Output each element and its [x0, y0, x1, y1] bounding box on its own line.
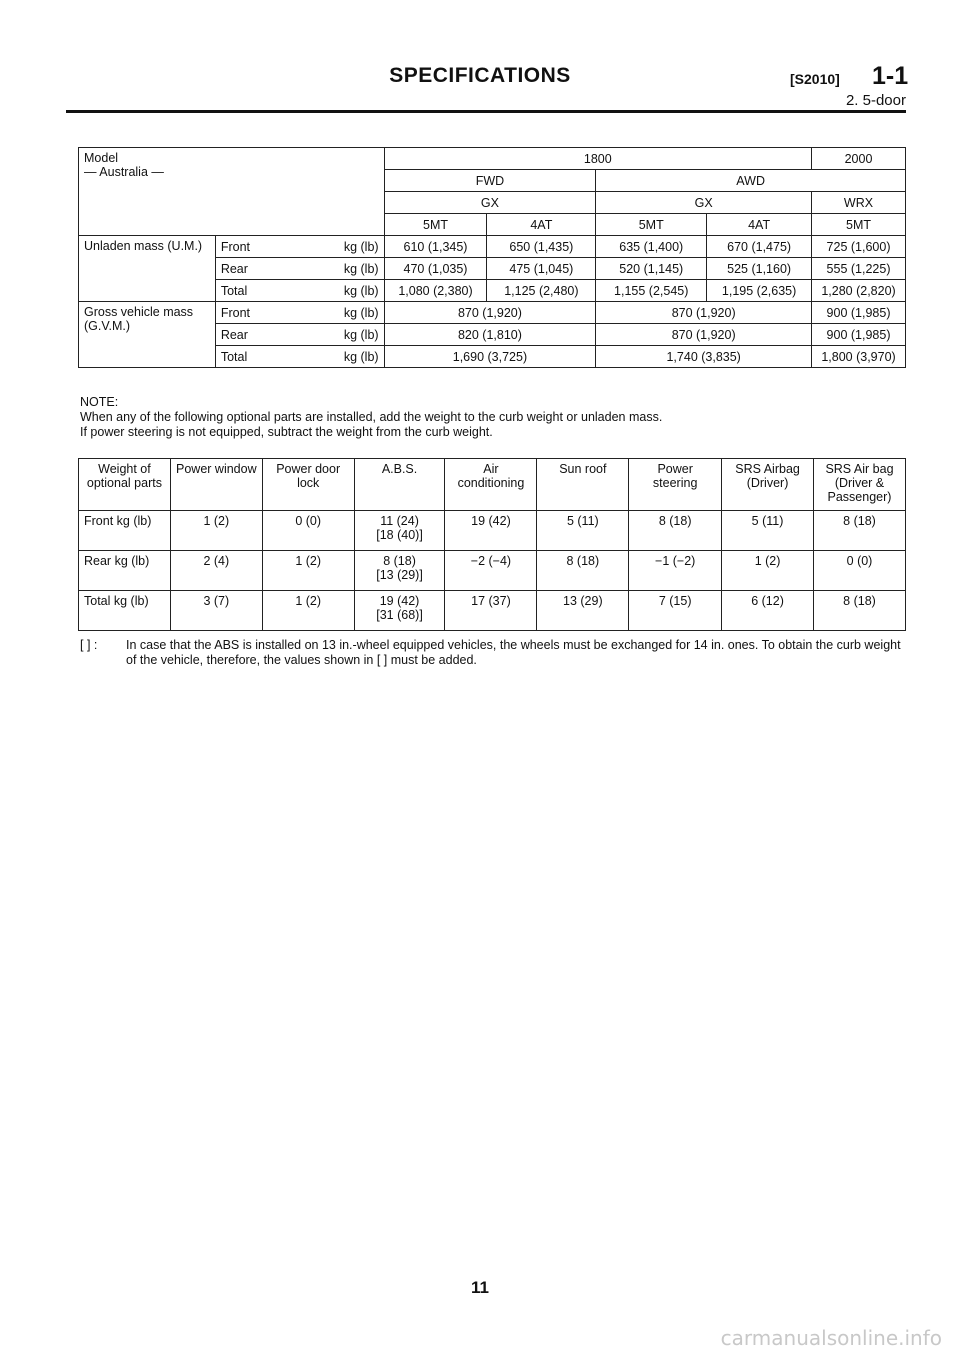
section-number: 1-1: [872, 62, 909, 90]
table-row: [79, 551, 906, 591]
value-cell: 1,690 (3,725): [384, 346, 596, 368]
col-header: SRS Airbag (Driver): [722, 459, 814, 511]
watermark: carmanualsonline.info: [720, 1326, 942, 1350]
trans-cell: 5MT: [812, 214, 906, 236]
value-cell: 13 (29): [537, 591, 629, 631]
value-cell: 870 (1,920): [596, 324, 812, 346]
note-heading: NOTE:: [80, 395, 119, 409]
gross-label: Gross vehicle mass (G.V.M.): [79, 302, 216, 368]
value-cell: 8 (18): [629, 511, 722, 551]
trans-cell: 5MT: [384, 214, 487, 236]
value-cell: 900 (1,985): [812, 302, 906, 324]
grade-wrx: WRX: [812, 192, 906, 214]
unit-label: kg (lb): [313, 258, 384, 280]
value-cell: 0 (0): [262, 511, 354, 551]
spec-table: [78, 147, 906, 368]
value-cell: −2 (−4): [445, 551, 537, 591]
value-cell: 475 (1,045): [487, 258, 596, 280]
row-label: Total: [215, 280, 313, 302]
optional-parts-table: [78, 458, 906, 631]
value-cell: 7 (15): [629, 591, 722, 631]
table-row: [79, 591, 906, 631]
value-cell: 820 (1,810): [384, 324, 596, 346]
value-cell: 8 (18): [813, 591, 905, 631]
value-cell: 2 (4): [170, 551, 262, 591]
region-label: — Australia —: [84, 165, 164, 179]
col-header: Power window: [170, 459, 262, 511]
value-cell: 3 (7): [170, 591, 262, 631]
value-cell: 1,280 (2,820): [812, 280, 906, 302]
model-cell: [79, 148, 385, 236]
grade-gx-awd: GX: [596, 192, 812, 214]
unit-label: kg (lb): [313, 324, 384, 346]
row-label: Total: [215, 346, 313, 368]
value-cell: 8 (18) [13 (29)]: [354, 551, 445, 591]
value-cell: 8 (18): [813, 511, 905, 551]
header-rule: [66, 110, 906, 113]
trans-cell: 4AT: [487, 214, 596, 236]
unit-label: kg (lb): [313, 346, 384, 368]
value-cell: 0 (0): [813, 551, 905, 591]
value-cell: 1 (2): [722, 551, 814, 591]
footnote-mark: [ ] :: [80, 638, 98, 652]
value-cell: 870 (1,920): [596, 302, 812, 324]
value-cell: 5 (11): [722, 511, 814, 551]
table-row: [79, 511, 906, 551]
grade-gx-fwd: GX: [384, 192, 596, 214]
value-cell: 525 (1,160): [707, 258, 812, 280]
note-line-1: When any of the following optional parts are installed, add the weight to the curb weight or unladen mass.: [80, 410, 663, 424]
col-header: Weight of optional parts: [79, 459, 171, 511]
row-label: Front: [215, 302, 313, 324]
col-header: Power door lock: [262, 459, 354, 511]
value-cell: 1 (2): [170, 511, 262, 551]
row-label: Total kg (lb): [79, 591, 171, 631]
row-label: Rear: [215, 324, 313, 346]
drive-fwd: FWD: [384, 170, 596, 192]
unladen-label: Unladen mass (U.M.): [79, 236, 216, 302]
value-cell: 650 (1,435): [487, 236, 596, 258]
trans-cell: 4AT: [707, 214, 812, 236]
value-cell: 725 (1,600): [812, 236, 906, 258]
value-cell: −1 (−2): [629, 551, 722, 591]
value-cell: 17 (37): [445, 591, 537, 631]
value-cell: 610 (1,345): [384, 236, 487, 258]
value-cell: 11 (24) [18 (40)]: [354, 511, 445, 551]
row-label: Rear: [215, 258, 313, 280]
col-header: Power steering: [629, 459, 722, 511]
value-cell: 1,800 (3,970): [812, 346, 906, 368]
model-label: Model: [84, 151, 119, 165]
page-number: 11: [471, 1278, 489, 1297]
page-subtitle: 2. 5-door: [845, 92, 906, 109]
trans-cell: 5MT: [596, 214, 707, 236]
value-cell: 1 (2): [262, 591, 354, 631]
engine-2000: 2000: [812, 148, 906, 170]
drive-awd: AWD: [596, 170, 906, 192]
note-line-2: If power steering is not equipped, subtract the weight from the curb weight.: [80, 425, 493, 439]
col-header: Sun roof: [537, 459, 629, 511]
col-header: A.B.S.: [354, 459, 445, 511]
value-cell: 19 (42) [31 (68)]: [354, 591, 445, 631]
value-cell: 1,125 (2,480): [487, 280, 596, 302]
value-cell: 900 (1,985): [812, 324, 906, 346]
value-cell: 520 (1,145): [596, 258, 707, 280]
col-header: Air conditioning: [445, 459, 537, 511]
value-cell: 470 (1,035): [384, 258, 487, 280]
table-row: [79, 302, 906, 324]
value-cell: 1 (2): [262, 551, 354, 591]
value-cell: 6 (12): [722, 591, 814, 631]
value-cell: 1,740 (3,835): [596, 346, 812, 368]
value-cell: 1,155 (2,545): [596, 280, 707, 302]
table-row: [79, 236, 906, 258]
footnote: [80, 638, 910, 668]
engine-1800: 1800: [384, 148, 811, 170]
row-label: Front: [215, 236, 313, 258]
value-cell: 1,195 (2,635): [707, 280, 812, 302]
value-cell: 635 (1,400): [596, 236, 707, 258]
page-title: SPECIFICATIONS: [389, 64, 571, 87]
value-cell: 555 (1,225): [812, 258, 906, 280]
value-cell: 870 (1,920): [384, 302, 596, 324]
footnote-text: In case that the ABS is installed on 13 in.-wheel equipped vehicles, the wheels must be exchanged for 14 in. ones. To obtain the curb weight of the vehicle, therefore, the values shown in [ ] must be added.: [126, 638, 901, 667]
value-cell: 5 (11): [537, 511, 629, 551]
value-cell: 1,080 (2,380): [384, 280, 487, 302]
value-cell: 8 (18): [537, 551, 629, 591]
section-code: [S2010]: [790, 71, 840, 87]
unit-label: kg (lb): [313, 302, 384, 324]
value-cell: 670 (1,475): [707, 236, 812, 258]
value-cell: 19 (42): [445, 511, 537, 551]
unit-label: kg (lb): [313, 280, 384, 302]
header-row: [79, 459, 906, 511]
row-label: Front kg (lb): [79, 511, 171, 551]
row-label: Rear kg (lb): [79, 551, 171, 591]
col-header: SRS Air bag (Driver & Passenger): [813, 459, 905, 511]
unit-label: kg (lb): [313, 236, 384, 258]
